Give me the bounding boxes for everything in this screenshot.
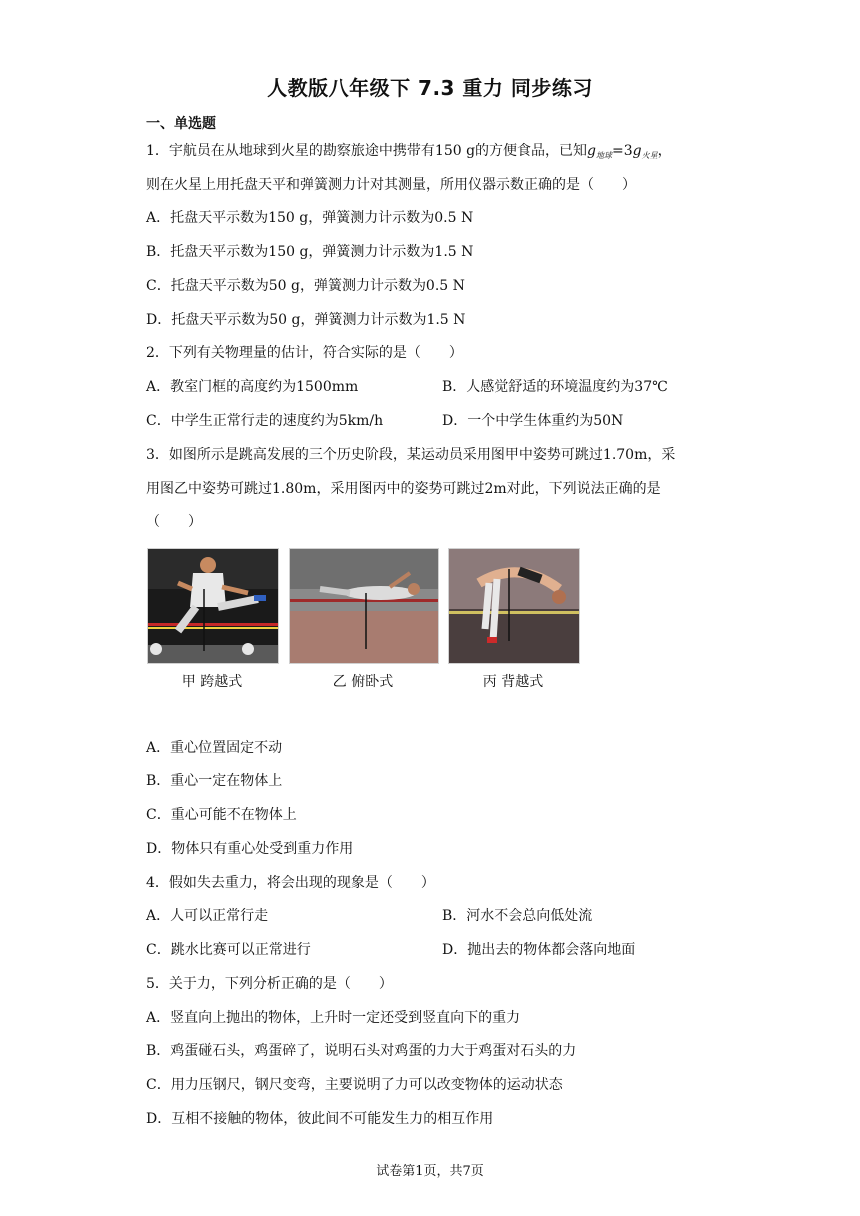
- question-1-option-c[interactable]: C．托盘天平示数为50 g，弹簧测力计示数为0.5 N: [146, 278, 465, 294]
- subscript-earth: 地球: [596, 151, 613, 160]
- question-4-option-c[interactable]: C．跳水比赛可以正常进行: [146, 942, 311, 958]
- straddle-jump-image: [290, 549, 438, 663]
- question-4-option-b[interactable]: B．河水不会总向低处流: [442, 908, 593, 924]
- question-5-option-c[interactable]: C．用力压钢尺，钢尺变弯，主要说明了力可以改变物体的运动状态: [146, 1077, 563, 1093]
- question-3-option-b[interactable]: B．重心一定在物体上: [146, 773, 283, 789]
- photo-fosbury-jump: [448, 548, 580, 664]
- gravity-symbol: g: [587, 143, 597, 159]
- question-2-option-a[interactable]: A．教室门框的高度约为1500mm: [146, 379, 359, 395]
- question-4-option-d[interactable]: D．抛出去的物体都会落向地面: [442, 942, 636, 958]
- question-1-option-b[interactable]: B．托盘天平示数为150 g，弹簧测力计示数为1.5 N: [146, 244, 474, 260]
- question-5-option-a[interactable]: A．竖直向上抛出的物体，上升时一定还受到竖直向下的重力: [146, 1010, 521, 1026]
- equals-three: =3: [612, 143, 633, 159]
- page-title: 人教版八年级下 7.3 重力 同步练习: [267, 76, 593, 100]
- question-1-stem-text: 1．宇航员在从地球到火星的勘察旅途中携带有150 g的方便食品，已知: [146, 143, 588, 159]
- question-2-option-c[interactable]: C．中学生正常行走的速度约为5km/h: [146, 413, 384, 429]
- question-2-stem: 2．下列有关物理量的估计，符合实际的是（ ）: [146, 345, 463, 361]
- photo-straddle-jump: [289, 548, 439, 664]
- question-5-stem: 5．关于力，下列分析正确的是（ ）: [146, 976, 393, 992]
- fosbury-jump-image: [449, 549, 579, 663]
- question-3-stem-line-3: （ ）: [146, 514, 202, 530]
- question-1-option-d[interactable]: D．托盘天平示数为50 g，弹簧测力计示数为1.5 N: [146, 312, 466, 328]
- question-5-option-b[interactable]: B．鸡蛋碰石头，鸡蛋碎了，说明石头对鸡蛋的力大于鸡蛋对石头的力: [146, 1043, 577, 1059]
- caption-scissors: 甲 跨越式: [181, 674, 243, 690]
- question-1-stem-line-2: 则在火星上用托盘天平和弹簧测力计对其测量，所用仪器示数正确的是（ ）: [146, 177, 636, 193]
- caption-fosbury: 丙 背越式: [482, 674, 544, 690]
- question-1-stem-line-1: [146, 141, 672, 166]
- question-4-option-a[interactable]: A．人可以正常行走: [146, 908, 269, 924]
- scissors-jump-image: [148, 549, 278, 663]
- question-1-option-a[interactable]: A．托盘天平示数为150 g，弹簧测力计示数为0.5 N: [146, 210, 474, 226]
- comma: ，: [657, 143, 672, 159]
- question-3-option-d[interactable]: D．物体只有重心处受到重力作用: [146, 841, 354, 857]
- page-footer: 试卷第1页，共7页: [376, 1164, 484, 1179]
- photo-scissors-jump: [147, 548, 279, 664]
- section-heading: 一、单选题: [146, 116, 216, 132]
- question-3-option-a[interactable]: A．重心位置固定不动: [146, 740, 283, 756]
- caption-straddle: 乙 俯卧式: [332, 674, 394, 690]
- question-3-option-c[interactable]: C．重心可能不在物体上: [146, 807, 297, 823]
- question-3-stem-line-1: 3．如图所示是跳高发展的三个历史阶段，某运动员采用图甲中姿势可跳过1.70m，采: [146, 447, 676, 463]
- gravity-symbol: g: [632, 143, 642, 159]
- question-2-option-b[interactable]: B．人感觉舒适的环境温度约为37℃: [442, 379, 668, 395]
- question-3-stem-line-2: 用图乙中姿势可跳过1.80m，采用图丙中的姿势可跳过2m对此，下列说法正确的是: [146, 481, 661, 497]
- question-4-stem: 4．假如失去重力，将会出现的现象是（ ）: [146, 875, 435, 891]
- question-2-option-d[interactable]: D．一个中学生体重约为50N: [442, 413, 624, 429]
- subscript-mars: 火星: [641, 151, 658, 160]
- question-5-option-d[interactable]: D．互相不接触的物体，彼此间不可能发生力的相互作用: [146, 1111, 494, 1127]
